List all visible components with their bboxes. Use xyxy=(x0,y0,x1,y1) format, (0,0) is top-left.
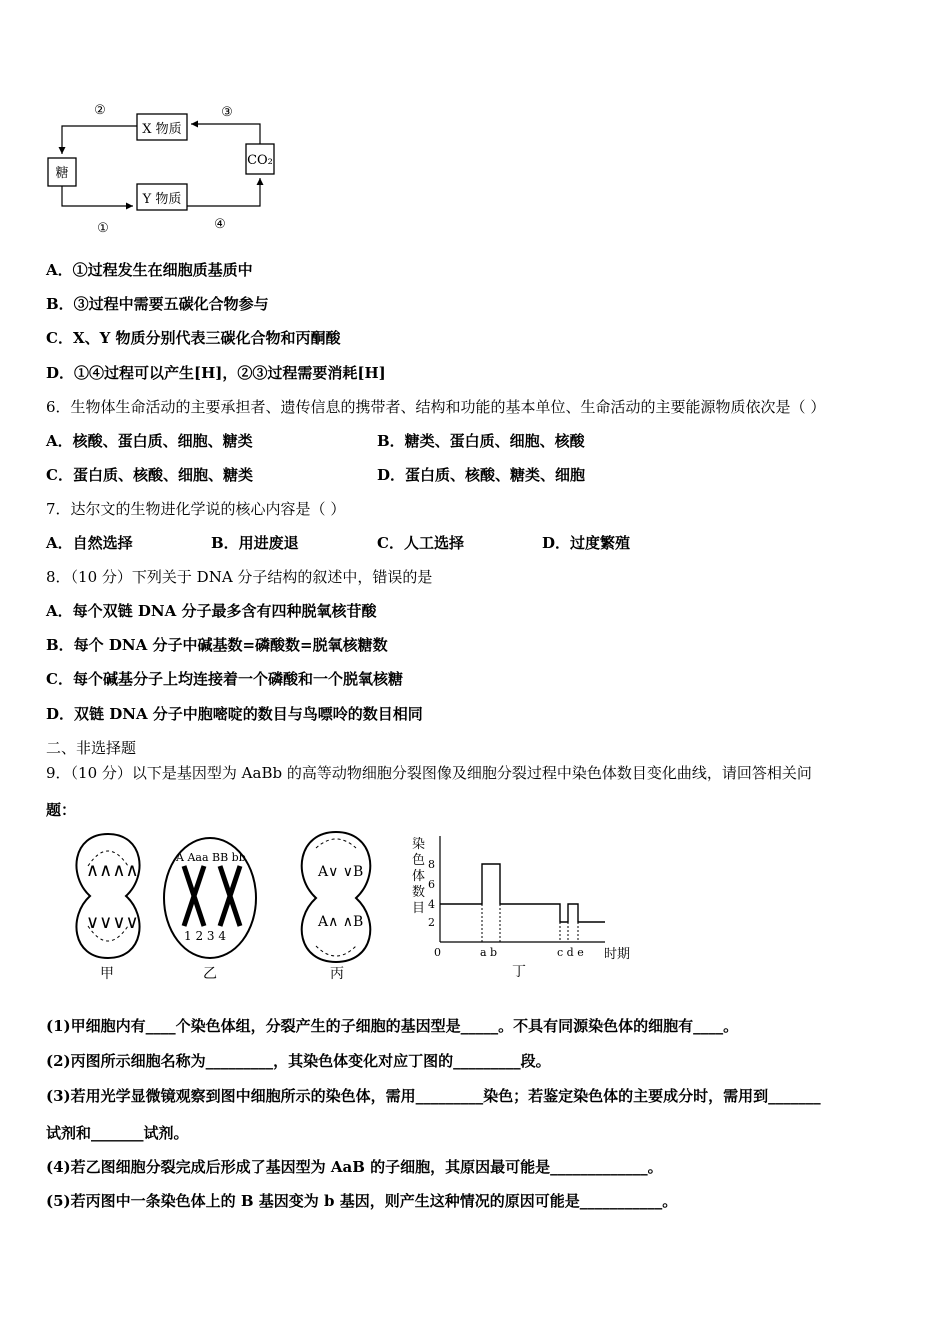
box-x-label: X 物质 xyxy=(142,122,182,137)
x-points-ab: a b xyxy=(480,946,498,959)
y-tick-8: 8 xyxy=(428,858,435,871)
q9-sub2: (2)丙图所示细胞名称为_________，其染色体变化对应丁图的_________段。 xyxy=(46,1052,551,1070)
yi-alleles: A Aaa BB bb xyxy=(176,851,246,864)
q9-stem-line1: 9．（10 分）以下是基因型为 AaBb 的高等动物细胞分裂图像及细胞分裂过程中染色体数目变化曲线，请回答相关问 xyxy=(46,764,812,782)
box-co2-label: CO₂ xyxy=(247,153,273,168)
graph-ding xyxy=(412,836,630,980)
q9-sub3-line2: 试剂和_______试剂。 xyxy=(46,1124,189,1142)
label-ding: 丁 xyxy=(512,964,526,980)
q6-option-b: B．糖类、蛋白质、细胞、核酸 xyxy=(377,432,585,450)
cell-bing xyxy=(302,832,371,982)
label-jia: 甲 xyxy=(100,966,114,982)
q8-option-c: C．每个碱基分子上均连接着一个磷酸和一个脱氧核糖 xyxy=(46,670,403,688)
q9-sub3-line1: (3)若用光学显微镜观察到图中细胞所示的染色体，需用_________染色；若鉴定染色体的主要成分时，需用到_______ xyxy=(46,1087,821,1105)
section-heading: 二、非选择题 xyxy=(46,739,137,757)
q9-sub4: (4)若乙图细胞分裂完成后形成了基因型为 AaB 的子细胞，其原因最可能是_____________。 xyxy=(46,1158,663,1176)
q5-option-b: B．③过程中需要五碳化合物参与 xyxy=(46,295,269,313)
q7-option-d: D．过度繁殖 xyxy=(542,534,631,552)
q7-option-a: A．自然选择 xyxy=(46,534,133,552)
step-2-label: ② xyxy=(94,103,106,118)
cell-jia xyxy=(76,834,139,982)
x-axis-label: 时期 xyxy=(604,947,631,962)
svg-text:∨∨∨∨: ∨∨∨∨ xyxy=(86,912,139,933)
q9-stem-line2: 题： xyxy=(46,801,77,819)
svg-text:∧∧∧∧: ∧∧∧∧ xyxy=(86,860,139,881)
y-tick-4: 4 xyxy=(428,898,435,911)
q7-option-b: B．用进废退 xyxy=(211,534,299,552)
q6-option-d: D．蛋白质、核酸、糖类、细胞 xyxy=(377,466,586,484)
cell-yi xyxy=(164,838,256,982)
box-y-label: Y 物质 xyxy=(142,192,182,207)
q5-option-c: C．X、Y 物质分别代表三碳化合物和丙酮酸 xyxy=(46,329,341,347)
step-4-label: ④ xyxy=(214,217,226,232)
step-3-label: ③ xyxy=(221,105,233,120)
y-tick-6: 6 xyxy=(428,878,435,891)
q6-stem: 6．生物体生命活动的主要承担者、遗传信息的携带者、结构和功能的基本单位、生命活动的主要能源物质依次是（ ） xyxy=(46,398,826,416)
svg-text:A∧ ∧B: A∧ ∧B xyxy=(318,914,364,930)
q9-sub1: (1)甲细胞内有____个染色体组，分裂产生的子细胞的基因型是_____。不具有同源染色体的细胞有____。 xyxy=(46,1017,739,1035)
label-bing: 丙 xyxy=(330,966,344,982)
q9-sub5: (5)若丙图中一条染色体上的 B 基因变为 b 基因，则产生这种情况的原因可能是___________。 xyxy=(46,1192,678,1210)
arrow-3 xyxy=(191,124,260,144)
q7-stem: 7．达尔文的生物进化学说的核心内容是（ ） xyxy=(46,500,346,518)
arrow-4 xyxy=(187,178,260,206)
x-origin: 0 xyxy=(434,946,441,959)
box-sugar-label: 糖 xyxy=(55,166,69,181)
cycle-diagram xyxy=(40,96,290,246)
arrow-2 xyxy=(62,126,137,154)
q8-stem: 8．（10 分）下列关于 DNA 分子结构的叙述中，错误的是 xyxy=(46,568,433,586)
q8-option-d: D．双链 DNA 分子中胞嘧啶的数目与鸟嘌呤的数目相同 xyxy=(46,705,423,723)
cell-figures xyxy=(60,826,660,986)
q6-option-a: A．核酸、蛋白质、细胞、糖类 xyxy=(46,432,253,450)
q7-option-c: C．人工选择 xyxy=(377,534,464,552)
arrow-1 xyxy=(62,186,133,206)
q5-option-d: D．①④过程可以产生[H]，②③过程需要消耗[H] xyxy=(46,364,386,382)
chromosome-curve xyxy=(440,864,605,922)
label-yi: 乙 xyxy=(203,966,217,982)
q8-option-b: B．每个 DNA 分子中碱基数=磷酸数=脱氧核糖数 xyxy=(46,636,388,654)
q8-option-a: A．每个双链 DNA 分子最多含有四种脱氧核苷酸 xyxy=(46,602,377,620)
q6-option-c: C．蛋白质、核酸、细胞、糖类 xyxy=(46,466,253,484)
x-points-cde: c d e xyxy=(557,946,584,959)
graph-y-label: 染 色 体 数 目 xyxy=(412,837,426,916)
step-1-label: ① xyxy=(97,221,109,236)
yi-numbers: 1 2 3 4 xyxy=(184,929,226,943)
y-tick-2: 2 xyxy=(428,916,435,929)
svg-text:A∨ ∨B: A∨ ∨B xyxy=(318,864,364,880)
q5-option-a: A．①过程发生在细胞质基质中 xyxy=(46,261,253,279)
